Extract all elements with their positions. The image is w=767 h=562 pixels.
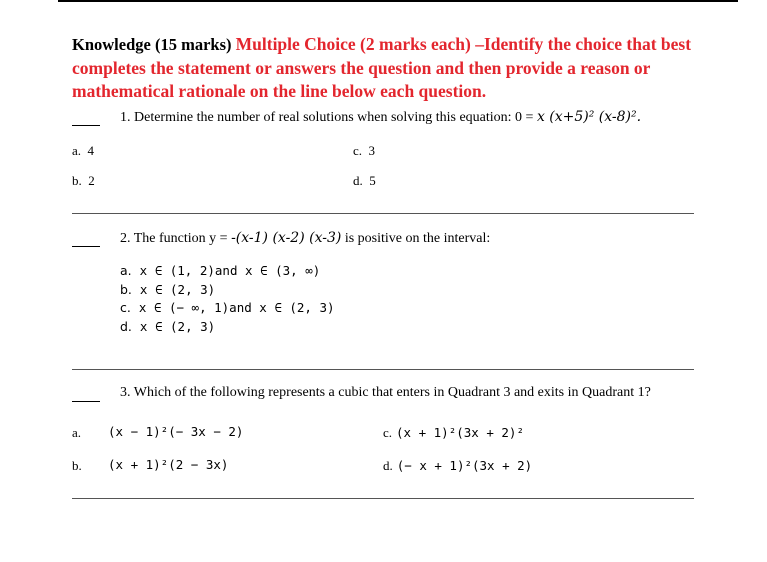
section-title: Knowledge (15 marks) <box>72 35 232 54</box>
question-text: The function y = <box>133 231 232 246</box>
question-text: Which of the following represents a cubic that enters in Quadrant 3 and exits in Quadrant 1? <box>133 385 651 400</box>
question-number: 2. <box>120 231 131 246</box>
section-instructions: Multiple Choice (2 marks each) –Identify the choice that best completes the statement or answers the question and then provide a reason or mathematical rationale on the line below each question. <box>72 34 692 101</box>
option-b[interactable] <box>72 173 95 189</box>
option-value: 5 <box>369 173 376 188</box>
question-1 <box>120 109 641 126</box>
option-a[interactable] <box>120 262 335 281</box>
option-a[interactable] <box>72 143 94 159</box>
section-header <box>72 33 752 104</box>
rationale-line-q3[interactable] <box>72 498 694 499</box>
question-number: 1. <box>120 110 131 125</box>
option-value: x ∈ (2, 3) <box>139 281 216 297</box>
option-c[interactable] <box>383 424 524 442</box>
question-equation: -(x-1) (x-2) (x-3) <box>231 230 342 246</box>
option-value: (x + 1)²(2 − 3x) <box>108 457 229 472</box>
option-a[interactable] <box>72 425 81 441</box>
option-c[interactable] <box>353 143 375 159</box>
option-letter: d. <box>120 318 132 334</box>
option-letter: c. <box>120 300 131 315</box>
option-letter: c. <box>383 425 393 440</box>
option-letter: c. <box>353 143 363 158</box>
option-b[interactable] <box>72 458 82 474</box>
rationale-line-q2[interactable] <box>72 369 694 370</box>
rationale-line-q1[interactable] <box>72 213 694 214</box>
answer-blank-q3[interactable] <box>72 401 100 402</box>
option-letter: a. <box>72 143 82 158</box>
question-3 <box>120 385 651 401</box>
option-d[interactable] <box>120 318 335 337</box>
option-letter: d. <box>383 458 393 473</box>
option-value: 2 <box>88 173 95 188</box>
option-b[interactable] <box>120 281 335 300</box>
option-value: (x − 1)²(− 3x − 2) <box>108 424 244 439</box>
option-letter: d. <box>353 173 363 188</box>
option-letter: b. <box>72 458 82 473</box>
option-letter: b. <box>120 281 132 297</box>
option-value: 4 <box>87 143 95 158</box>
option-value: x ∈ (2, 3) <box>139 318 216 334</box>
question-2 <box>120 230 490 247</box>
answer-blank-q2[interactable] <box>72 246 100 247</box>
question-number: 3. <box>120 385 131 400</box>
option-value: (x + 1)²(3x + 2)² <box>396 425 524 440</box>
option-value: x ∈ (1, 2)and x ∈ (3, ∞) <box>139 263 321 278</box>
option-c[interactable] <box>120 299 335 318</box>
answer-blank-q1[interactable] <box>72 125 100 126</box>
question-equation: x (x+5)² (x-8)². <box>536 109 642 125</box>
question-text-after: is positive on the interval: <box>341 231 491 246</box>
option-value: 3 <box>368 143 376 158</box>
top-rule <box>58 0 738 2</box>
option-value: (− x + 1)²(3x + 2) <box>396 458 533 473</box>
option-letter: a. <box>120 263 132 278</box>
option-value: x ∈ (− ∞, 1)and x ∈ (2, 3) <box>138 300 335 315</box>
option-d[interactable] <box>383 457 532 475</box>
option-letter: b. <box>72 173 82 188</box>
options-list-q2 <box>120 262 335 336</box>
option-letter: a. <box>72 425 82 440</box>
option-d[interactable] <box>353 173 376 189</box>
question-text: Determine the number of real solutions when solving this equation: 0 = <box>134 110 537 125</box>
